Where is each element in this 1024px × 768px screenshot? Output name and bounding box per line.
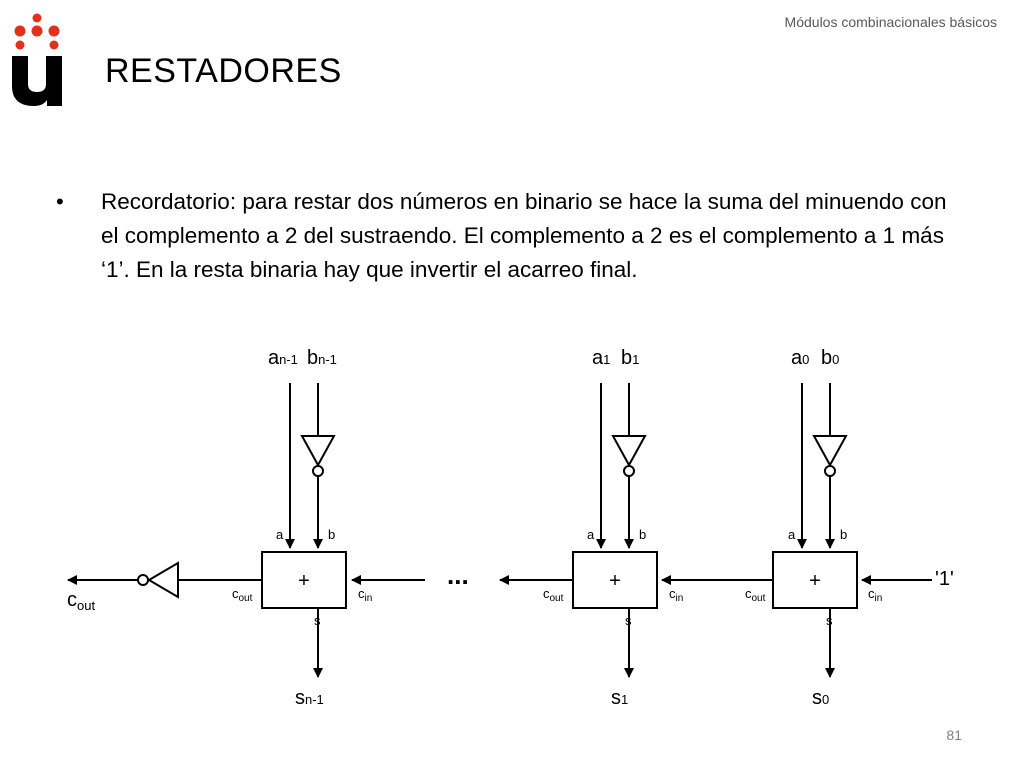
cout-port-label: $c_{out}$ (232, 586, 253, 604)
logo-dot (49, 26, 60, 37)
port-s-label: s (314, 613, 321, 628)
university-logo (10, 10, 64, 108)
logo-dot (15, 26, 26, 37)
carry-in-value: '1' (935, 568, 954, 590)
adder-symbol: + (298, 570, 310, 592)
cin-port-label: $c_{in}$ (669, 586, 684, 604)
inverter-bubble (624, 466, 634, 476)
page-number: 81 (946, 727, 962, 743)
input-a-label: a1 (592, 347, 611, 369)
port-a-label: a (587, 527, 595, 542)
cout-port-label: $c_{out}$ (543, 586, 564, 604)
cin-port-label: $c_{in}$ (358, 586, 373, 604)
inverter-b (814, 436, 846, 465)
adder-symbol: + (609, 570, 621, 592)
port-b-label: b (639, 527, 647, 542)
section-header: Módulos combinacionales básicos (784, 14, 997, 30)
port-s-label: s (625, 613, 632, 628)
port-b-label: b (328, 527, 336, 542)
port-s-label: s (826, 613, 833, 628)
adder-symbol: + (809, 570, 821, 592)
inverter-b (613, 436, 645, 465)
logo-dot (16, 41, 25, 50)
port-a-label: a (788, 527, 796, 542)
cin-port-label: $c_{in}$ (868, 586, 883, 604)
input-b-label: bn-1 (307, 347, 337, 369)
logo-dot (50, 41, 59, 50)
bullet-item (56, 185, 961, 287)
input-a-label: an-1 (268, 347, 298, 369)
input-b-label: b1 (621, 347, 640, 369)
output-s-label: s0 (812, 687, 830, 709)
input-a-label: a0 (791, 347, 810, 369)
inverter-bubble (313, 466, 323, 476)
bullet-marker: • (56, 189, 64, 214)
cout-port-label: $c_{out}$ (745, 586, 766, 604)
inverter-cout (149, 563, 178, 597)
port-b-label: b (840, 527, 848, 542)
ellipsis: ... (447, 560, 469, 590)
inverter-b (302, 436, 334, 465)
logo-crown-dot (33, 14, 42, 23)
inverter-bubble (825, 466, 835, 476)
inverter-bubble (138, 575, 148, 585)
cout-output-label: $c_{out}$ (67, 589, 96, 613)
output-s-label: s1 (611, 687, 629, 709)
subtractor-diagram (0, 330, 1024, 720)
input-b-label: b0 (821, 347, 840, 369)
slide-title: RESTADORES (105, 52, 342, 90)
bullet-text: Recordatorio: para restar dos números en binario se hace la suma del minuendo con el complemento a 2 del sustraendo. El complemento a 2 es el complemento a 1 más ‘1’. En la resta binaria hay que invertir el acarreo final. (101, 189, 947, 282)
logo-u-letter (12, 56, 62, 106)
logo-dot (32, 26, 43, 37)
port-a-label: a (276, 527, 284, 542)
output-s-label: sn-1 (295, 687, 324, 709)
